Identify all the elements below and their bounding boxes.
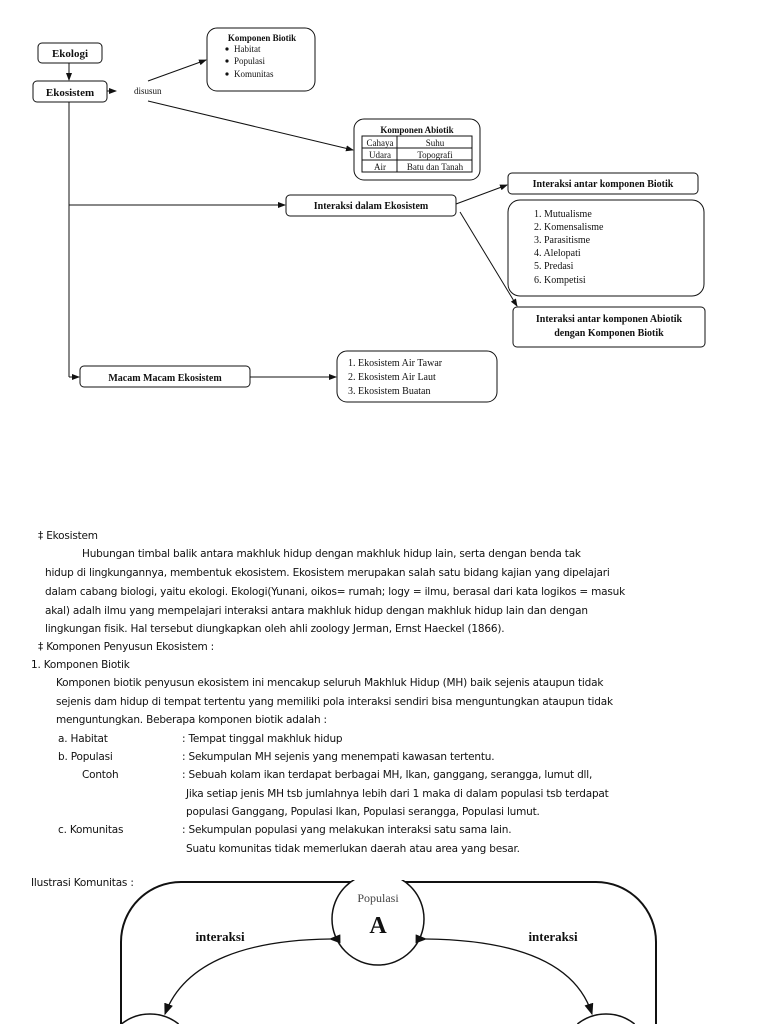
- paragraph-line: hidup di lingkungannya, membentuk ekosistem. Ekosistem merupakan salah satu bidang kajian yang dipelajari: [45, 567, 610, 579]
- ecology-concept-diagram: [0, 0, 768, 420]
- interaksi-label-right: interaksi: [528, 929, 578, 944]
- interaksi-biotik-label: Interaksi antar komponen Biotik: [532, 179, 674, 190]
- def-desc: Suatu komunitas tidak memerlukan daerah atau area yang besar.: [186, 843, 520, 855]
- heading-biotik: 1. Komponen Biotik: [31, 659, 130, 671]
- paragraph-line: Komponen biotik penyusun ekosistem ini mencakup seluruh Makhluk Hidup (MH) baik sejenis ataupun tidak: [56, 677, 604, 689]
- populasi-circle: [577, 1014, 634, 1024]
- komunitas-illustration: [0, 880, 768, 1024]
- interaksi-item: 5. Predasi: [534, 261, 574, 272]
- heading-ekosistem: ‡ Ekosistem: [38, 530, 98, 542]
- paragraph-line: menguntungkan. Beberapa komponen biotik adalah :: [56, 714, 327, 726]
- def-desc: : Sebuah kolam ikan terdapat berbagai MH, Ikan, ganggang, serangga, lumut dll,: [182, 769, 593, 781]
- interaksi-arrow-left: [165, 939, 330, 1014]
- paragraph-line: Hubungan timbal balik antara makhluk hidup dengan makhluk hidup lain, serta dengan benda tak: [82, 548, 581, 560]
- heading-komponen: ‡ Komponen Penyusun Ekosistem :: [38, 641, 214, 653]
- biotik-item: Komunitas: [234, 69, 274, 79]
- interaksi-abiotik-box: [513, 307, 705, 347]
- def-desc: : Sekumpulan MH sejenis yang menempati kawasan tertentu.: [182, 751, 495, 763]
- def-label: a. Habitat: [58, 733, 108, 745]
- ekologi-label: Ekologi: [51, 48, 89, 60]
- macam-item: 2. Ekosistem Air Laut: [348, 372, 436, 383]
- def-label: b. Populasi: [58, 751, 113, 763]
- macam-item: 1. Ekosistem Air Tawar: [348, 358, 443, 369]
- paragraph-line: dalam cabang biologi, yaitu ekologi. Ekologi(Yunani, oikos= rumah; logy = ilmu, berasal dari kata logikos = masuk: [45, 586, 625, 598]
- abiotik-title: Komponen Abiotik: [380, 125, 454, 135]
- abiotik-cell: Topografi: [417, 150, 453, 160]
- interaksi-item: 1. Mutualisme: [534, 209, 592, 220]
- disusun-label: disusun: [134, 86, 162, 96]
- abiotik-cell: Udara: [369, 150, 391, 160]
- interaksi-label-left: interaksi: [195, 929, 245, 944]
- interaksi-label: Interaksi dalam Ekosistem: [313, 201, 429, 212]
- macam-item: 3. Ekosistem Buatan: [348, 386, 431, 397]
- def-label: c. Komunitas: [58, 824, 124, 836]
- macam-label: Macam Macam Ekosistem: [108, 373, 222, 384]
- populasi-circle: [121, 1014, 178, 1024]
- paragraph-line: lingkungan fisik. Hal tersebut diungkapkan oleh ahli zoology Jerman, Ernst Haeckel (1866).: [45, 623, 505, 635]
- populasi-letter: A: [369, 913, 387, 939]
- interaksi-item: 4. Alelopati: [534, 248, 581, 259]
- def-desc: populasi Ganggang, Populasi Ikan, Populasi serangga, Populasi lumut.: [186, 806, 540, 818]
- interaksi-abiotik-label: dengan Komponen Biotik: [554, 328, 664, 339]
- abiotik-cell: Suhu: [425, 138, 445, 148]
- def-label: Contoh: [82, 769, 119, 781]
- abiotik-cell: Cahaya: [366, 138, 394, 148]
- abiotik-cell: Batu dan Tanah: [406, 162, 464, 172]
- abiotik-cell: Air: [374, 162, 386, 172]
- biotik-item: Habitat: [234, 44, 261, 54]
- interaksi-abiotik-label: Interaksi antar komponen Abiotik: [535, 314, 683, 325]
- interaksi-item: 6. Kompetisi: [534, 275, 586, 286]
- paragraph-line: akal) adalh ilmu yang mempelajari interaksi antara makhluk hidup dengan makhluk hidup lain dan dengan: [45, 605, 588, 617]
- interaksi-arrow-right: [426, 939, 592, 1014]
- populasi-label: Populasi: [357, 891, 399, 905]
- heading-ilustrasi: Ilustrasi Komunitas :: [31, 877, 134, 889]
- interaksi-item: 3. Parasitisme: [534, 235, 591, 246]
- paragraph-line: sejenis dam hidup di tempat tertentu yang memiliki pola interaksi sendiri bisa menguntungkan ataupun tidak: [56, 696, 613, 708]
- def-desc: : Tempat tinggal makhluk hidup: [182, 733, 343, 745]
- interaksi-item: 2. Komensalisme: [534, 222, 604, 233]
- ekosistem-label: Ekosistem: [45, 87, 95, 99]
- biotik-title: Komponen Biotik: [227, 33, 297, 43]
- biotik-item: Populasi: [234, 56, 266, 66]
- def-desc: Jika setiap jenis MH tsb jumlahnya lebih dari 1 maka di dalam populasi tsb terdapat: [186, 788, 609, 800]
- def-desc: : Sekumpulan populasi yang melakukan interaksi satu sama lain.: [182, 824, 512, 836]
